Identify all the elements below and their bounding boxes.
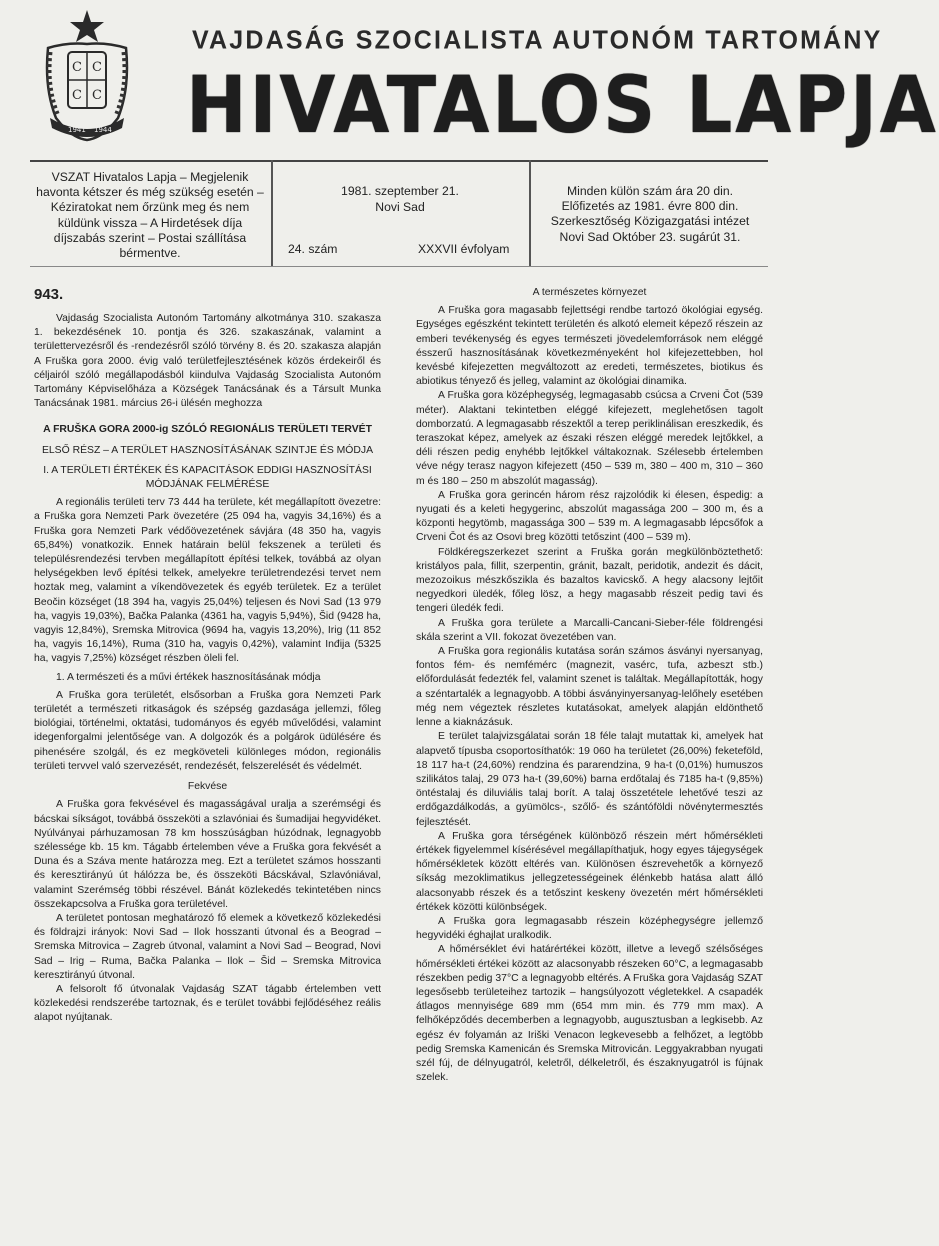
paragraph-routes: A területet pontosan meghatározó fő elemek a következő közlekedési és földrajzi irányok: Novi Sad – Ilok hosszanti útvonal és a Beograd – Sremska Mitrovica – Zagreb útvonal, valamint a Novi Sad – Beograd, Novi Sad – Irig – Ruma, Bačka Palanka – Ilok – Šid – Sremska Mitrovica keresztirányú útvonal. [34,912,381,981]
issue-place: Novi Sad [375,200,425,214]
emblem-year-right: 1944 [94,126,112,134]
left-column [34,312,381,1026]
header-divider-2 [529,160,531,266]
issue-number: 24. szám [288,242,338,256]
emblem-year-left: 1941 [68,126,86,134]
paragraph-relief: A Fruška gora középhegység, legmagasabb csúcsa a Crveni Čot (539 méter). Alaktani tekintetben eléggé kifejezett, meglehetősen tagolt domborzatú. A legmagasabb részektől a terep periklinálisan ereszkedik, és teraszokat képez, amelyek az északi részen eléggé meredek lejtőkkel, a déli részen pedig enyhébb lejtőkkel váltakoznak. Szélesebb értelemben véve négy terasz nagyon kifejezett (450 – 539 m, 380 – 400 m, 310 – 360 m és 180 – 250 m abszolút magasság). [416,390,763,487]
paragraph-soil: E terület talajvizsgálatai során 18 féle talajt mutattak ki, amelyek hat alapvető típusba csoportosíthatók: 19 060 ha területet (26,00%) feketeföld, 18 117 ha-t (24,60%) rendzina és pararendzina, 9 ha-t (0,01%) humuszos szilikátos talaj, 29 073 ha-t (39,60%) barna erdőtalaj és 7185 ha-t (9,85%) öntéstalaj és diluviális talaj borít. A talaj összetétele lehetővé teszi az erdőgazdálkodás, a gyümölcs-, szőlő- és szántóföldi növénytermesztés fejlesztését. [416,731,763,828]
masthead-title: HIVATALOS LAPJA [186,61,939,151]
paragraph-ridge: A Fruška gora gerincén három rész rajzolódik ki élesen, éspedig: a nyugati és a keleti hegygerinc, abszolút magassága 200 – 300 m, és a központi hegytömb, magassága 300 – 539 m. A legmagasabb lépcsőfok a Crveni Čot és az Osovi breg közötti tetőszint (400 – 539 m). [416,489,763,544]
preamble: Vajdaság Szocialista Autonóm Tartomány alkotmánya 310. szakasza 1. bekezdésének 10. pontja és 326. szakaszának, valamint a területtervezésről és -rendezésről szóló törvény 8. és 20. szakasza alapján A Fruška gora 2000. évig való területfejlesztésének közös érdekeiről és céljairól szóló megállapodásból kiindulva Vajdaság Szocialista Autonóm Tartomány Képviselőháza a Községek Tanácsának és a Társult Munka Tanácsának 1981. március 26-i ülésén meghozza [34,313,381,410]
svg-text:C: C [92,60,102,75]
subscription-info: Minden külön szám ára 20 din. Előfizetés az 1981. évre 800 din. Szerkesztőség Közigazgatási intézet Novi Sad Október 23. sugárút 31. [550,184,750,244]
svg-text:C: C [92,88,102,103]
header-divider-1 [271,160,273,266]
paragraph-geology: Földkéregszerkezet szerint a Fruška gorán megkülönböztethető: kristályos pala, fillit, szerpentin, gránit, bazalt, peridotik, andezit és dácit, mezozoikus mészkőszikla és bazaltos kavicskő. A hegy alacsony lejtőit negyedkori üledék, főleg lösz, a hegy magasabb részeit pedig tavi és tengeri üledék fedi. [416,546,763,615]
document-number: 943. [34,286,64,303]
paragraph-ecology: A Fruška gora magasabb fejlettségi rendbe tartozó ökológiai egység. Egységes egészként tekintett területén és alkotó elemeit képező részein az emberi tevékenység és egyes természeti jövedelemforrások nem eléggé ésszerű hasznosításának következményeként hol kifejezettebben, hol kevésbé kifejezetten megváltozott az eredeti, természetes, biotikus és abiotikus tényező és jelleg, valamint az ökológiai dinamika. [416,305,763,388]
masthead-subtitle: VAJDASÁG SZOCIALISTA AUTONÓM TARTOMÁNY [192,25,883,55]
right-column [416,286,763,1085]
publication-info: VSZAT Hivatalos Lapja – Megjelenik havonta kétszer és még szükség esetén – Kéziratokat nem őrzünk meg és nem küldünk vissza – A Hirdetések díja díjszabás szerint – Postai szállítása bérmentve. [36,170,264,261]
subheading-values: 1. A természeti és a művi értékek hasznosításának módja [56,671,321,683]
paragraph-routes-2: A felsorolt fő útvonalak Vajdaság SZAT tágabb értelemben vett közlekedési rendszerébe tartoznak, és e terület további fejlődéséhez reális alapot nyújtanak. [34,983,381,1024]
header-bottom-rule [30,266,768,267]
section-heading: I. A TERÜLETI ÉRTÉKEK ÉS KAPACITÁSOK EDDIGI HASZNOSÍTÁSI MÓDJÁNAK FELMÉRÉSE [43,464,372,491]
paragraph-precipitation: A hőmérséklet évi határértékei között, illetve a levegő szélsőséges hőmérsékleti értékei között az alacsonyabb részeken 60°C, a legmagasabb részekben pedig 37°C a legnagyobb eltérés. A Fruška gora Vajdaság SZAT legesősebb területeihez tartozik – hangsúlyozott végletekkel. A csapadék átlagos mennyisége 689 mm (654 mm min. és 779 mm max). A felhőképződés decemberben a legnagyobb, augusztusban a legkisebb. Az egész év folyamán az Iriški Venacon legkevesebb a felhőzet, a legtöbb pedig Sremska Kamenicán és Sremska Mitrovicán. Leggyakrabban nyugati szél fúj, de délnyugatról, keletről, délkeletről, és északnyugatról is fújnak szelek. [416,944,763,1084]
header-top-rule [30,160,768,162]
paragraph-climate: A Fruška gora legmagasabb részein középhegységre jellemző hegyvidéki éghajlat uralkodik. [416,915,763,942]
plan-title: A FRUŠKA GORA 2000-ig SZÓLÓ REGIONÁLIS TERÜLETI TERVÉT [43,424,372,436]
paragraph-minerals: A Fruška gora regionális kutatása során számos ásványi nyersanyag, fontos fém- és nemfémérc (magnezit, vasérc, tufa, azbeszt stb.) előfordulását fedezték fel, valamint szenet is találtak. Megállapították, hogy a széntartalék a legnagyobb. A többi ásványinyersanyag-lelőhely esetében még nem végeztek részletes kutatásokat, amelyek alapján eldönthető lenne a kiaknázásuk. [416,646,763,729]
paragraph-temperature: A Fruška gora térségének különböző részein mért hőmérsékleti értékek figyelemmel kísérésével megállapíthatjuk, hogy egyes tájegységek hőmérsékletek között eltérés van. Különösen észrevehetők a környező síkság mezoklimatikus jellegzetességeinek élénkebb hatása alatt álló alacsonyabb részek és a tetőszint keskeny övezetén mért hőmérsékleti értékek közötti különbségek. [416,830,763,913]
issue-date: 1981. szeptember 21. [341,184,459,198]
coat-of-arms-emblem [36,8,138,144]
heading-location: Fekvése [187,781,228,793]
paragraph-area: A regionális területi terv 73 444 ha területe, két megállapított övezetre: a Fruška gora Nemzeti Park övezetére (25 094 ha, vagyis 34,16%) és a Fruška gora Nemzeti Park védőövezetének sávjára (48 350 ha, vagyis 65,84%) vonatkozik. Ennek határain belül fekszenek a területi és településrendezési tervben megállapított építési telkek, továbbá az olyan helységekben levő építési telkek, amelyekre területrendezési tervet nem hoztak meg, valamint a víkendövezetek és egyéb területek. Ez a terület Beočin községet (18 394 ha, vagyis 25,04%) teljesen és Novi Sad (13 979 ha, vagyis 19,03%), Bačka Palanka (4361 ha, vagyis 5,94%), Šid (9428 ha, vagyis 12,84%), Sremska Mitrovica (9694 ha, vagyis 13,20%), Irig (11 852 ha, vagyis 16,14%), Ruma (310 ha, vagyis 0,42%), valamint Inđija (5325 ha, vagyis 7,25%) községet részben öleli fel. [34,497,381,665]
part-heading: ELSŐ RÉSZ – A TERÜLET HASZNOSÍTÁSÁNAK SZINTJE ÉS MÓDJA [41,444,374,456]
svg-text:C: C [72,60,82,75]
heading-environment: A természetes környezet [532,287,647,298]
paragraph-location: A Fruška gora fekvésével és magasságával uralja a szerémségi és bácskai síkságot, továbbá összeköti a szlavóniai és šumadijai hegyvidéket. Nyúlványai párhuzamosan 78 km hosszúságban húzódnak, legnagyobb szélessége kb. 15 km. Tágabb értelemben véve a Fruška gora fekvését a Duna és a Száva mente határozza meg. Ezt a területet számos hosszanti és keresztirányú út hálózza be, és összeköti Bácskával, Szlavóniával, valamint Szerémség többi részével. Bánát közlekedés tekintetében nincs összekapcsolva a Fruška gora területével. [34,799,381,910]
paragraph-seismic: A Fruška gora területe a Marcalli-Cancani-Sieber-féle földrengési skála szerint a VII. fokozat övezetében van. [416,617,763,643]
svg-text:C: C [72,88,82,103]
paragraph-values: A Fruška gora területét, elsősorban a Fruška gora Nemzeti Park területét a természeti ritkaságok és szépség gazdasága jellemzi, főleg biológiai, történelmi, oktatási, tudományos és egyéb művelődési, valamint idegenforgalmi jelentősége van. A dolgozók és a polgárok üdülésére és pihenésére szolgál, és ez megköveteli különleges módon, regionális területi tervvel való szervezését, rendezését, felszerelését és védelmét. [34,689,381,772]
issue-volume: XXXVII évfolyam [418,242,510,256]
